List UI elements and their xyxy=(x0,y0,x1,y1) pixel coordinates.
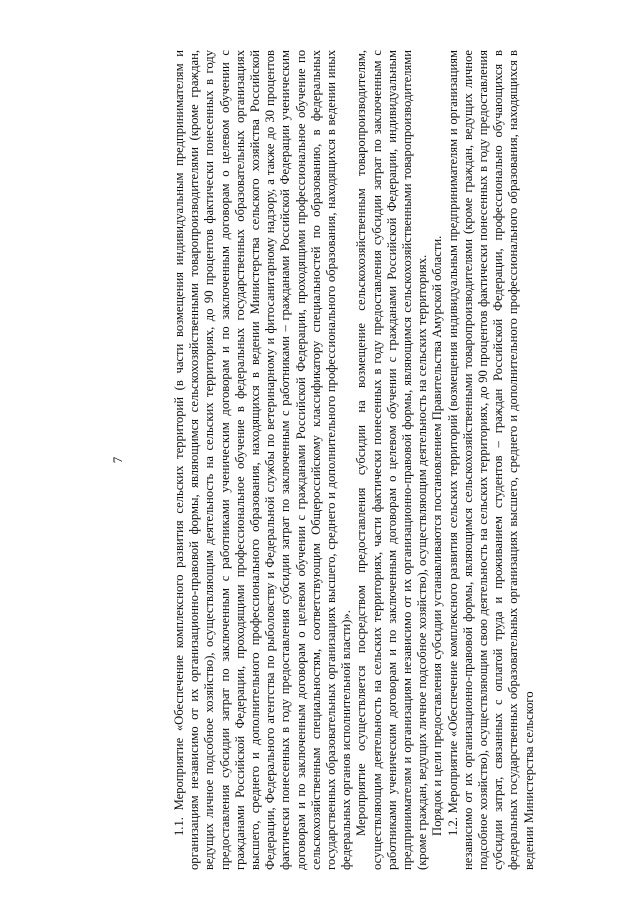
paragraph-procedure: Порядок и цели предоставления субсидии устанавливаются постановлением Правительства Амурской области. xyxy=(430,235,445,836)
paragraph-1-2: 1.2. Мероприятие «Обеспечение комплексного развития сельских территорий (возмещения индивидуальным предпринимателям и организациям независимо от их организационно-правовой формы, являющимся сельскохозяйственными товаропроизводителями (кроме граждан, ведущих личное подсобное хозяйство), осуществляющим свою деятельность на сельских территориях, до 90 процентов фактически понесенных в году предоставления субсидии затрат, связанных с оплатой труда и проживанием студентов – граждан Российской Федерации, профессионально обучающихся в федеральных государственных образовательных организациях высшего, среднего и дополнительного профессионального образования, находящихся в ведении Министерства сельского xyxy=(445,50,536,870)
rotated-text-block xyxy=(110,50,570,870)
paragraph-1-1: 1.1. Мероприятие «Обеспечение комплексного развития сельских территорий (в части возмещения индивидуальным предпринимателям и организациям независимо от их организационно-правовой формы, являющимся сельскохозяйственными товаропроизводителями (кроме граждан, ведущих личное подсобное хозяйство), осуществляющим деятельность на сельских территориях, до 90 процентов фактически понесенных в году предоставления субсидии затрат по заключенным с работниками ученическим договорам и по заключенным договорам о целевом обучении с гражданами Российской Федерации, проходящими профессиональное обучение в федеральных государственных образовательных организациях высшего, среднего и дополнительного профессионального образования, находящихся в ведении Министерства сельского хозяйства Российской Федерации, Федерального агентства по рыболовству и Федеральной службы по ветеринарному и фитосанитарному надзору, а также до 30 процентов фактически понесенных в году предоставления субсидии затрат по заключенным с работниками – гражданами Российской Федерации ученическим договорам и по заключенным договорам о целевом обучении с гражданами Российской Федерации, проходящими профессиональное обучение по сельскохозяйственным специальностям, соответствующим Общероссийскому классификатору специальностей по образованию, в федеральных государственных образовательных организациях высшего, среднего и дополнительного профессионального образования, находящихся в ведении иных федеральных органов исполнительной власти)». xyxy=(172,50,354,870)
paragraph-implementation: Мероприятие осуществляется посредством предоставления субсидии на возмещение сельскохозяйственным товаропроизводителям, осуществляющим деятельность на сельских территориях, части фактически понесенных в году предоставления субсидии затрат по заключенным с работниками ученическим договорам и по заключенным договорам о целевом обучении с гражданами Российской Федерации, индивидуальным предпринимателям и организациям независимо от их организационно-правовой формы, являющимся сельскохозяйственными товаропроизводителями (кроме граждан, ведущих личное подсобное хозяйство), осуществляющим деятельность на сельских территориях. xyxy=(354,50,430,870)
document-body xyxy=(172,50,537,870)
page-number: 7 xyxy=(110,456,125,464)
